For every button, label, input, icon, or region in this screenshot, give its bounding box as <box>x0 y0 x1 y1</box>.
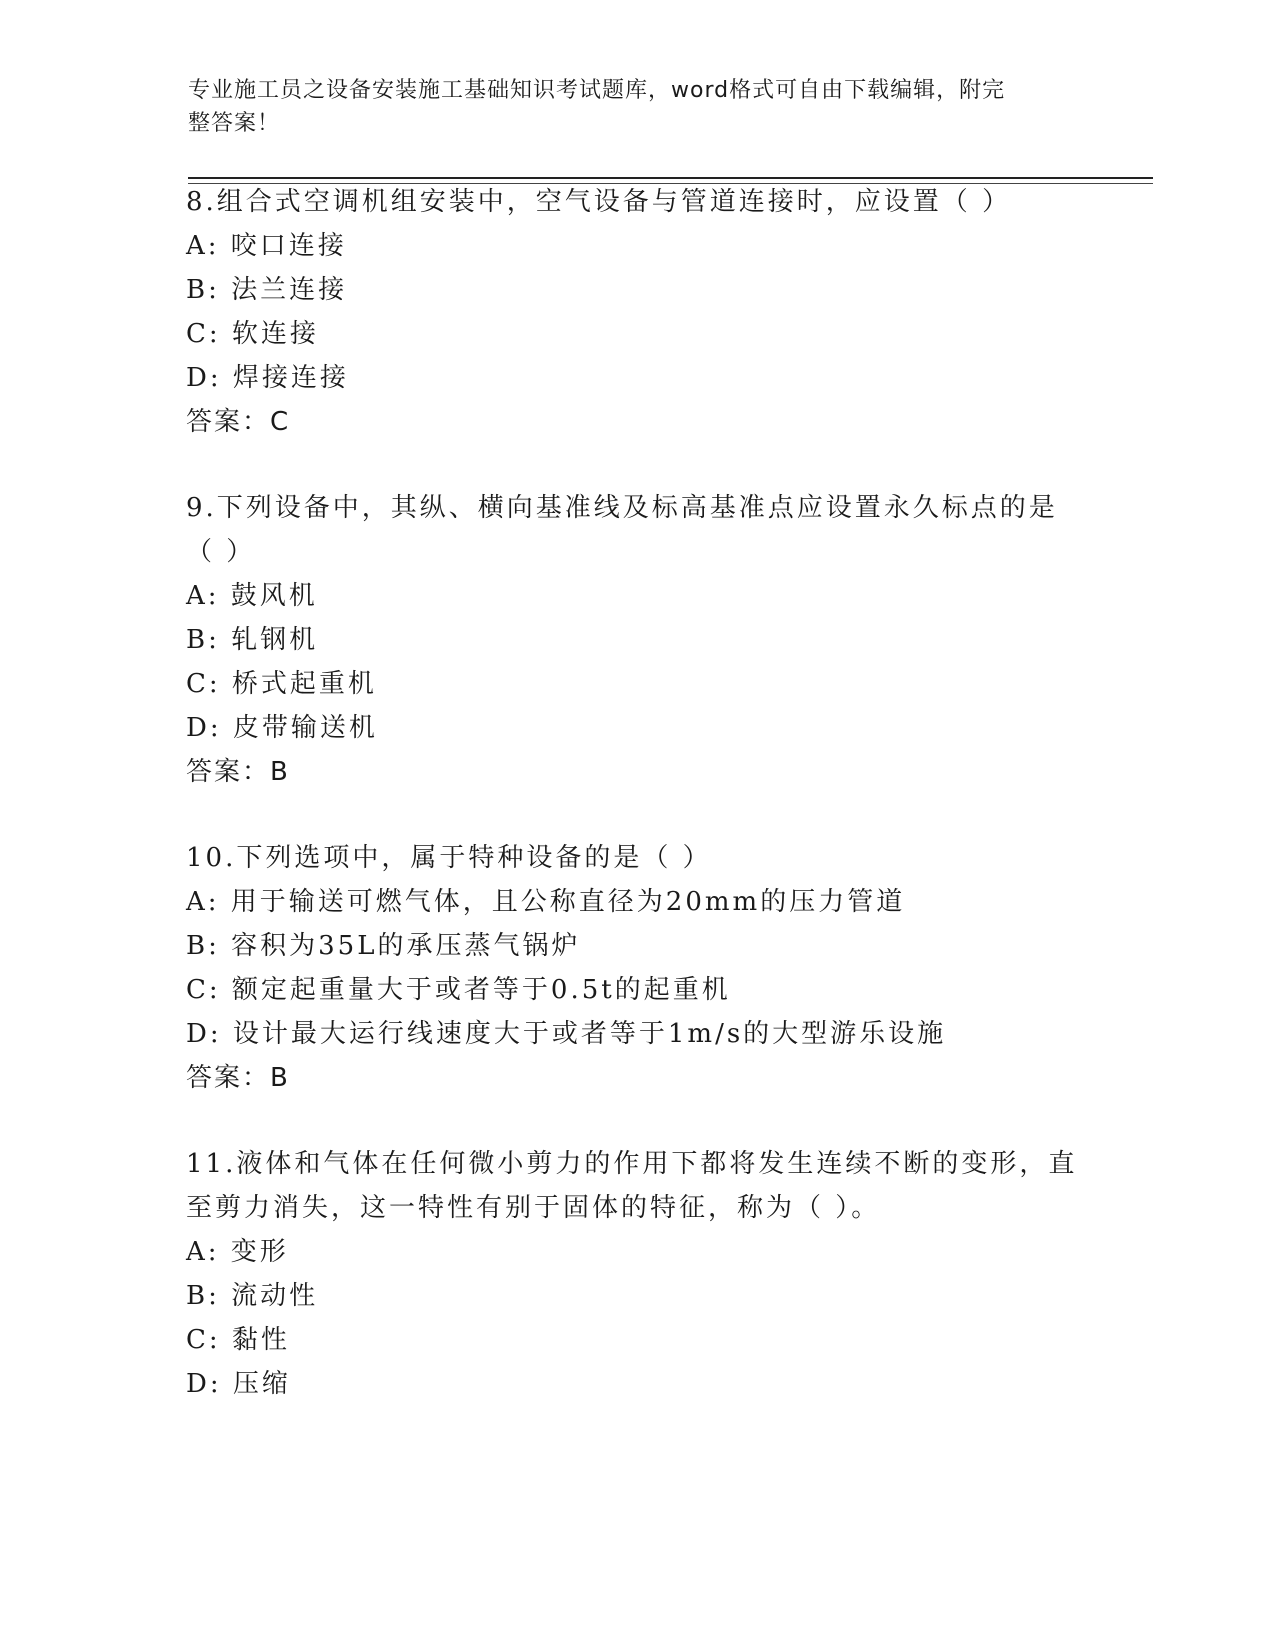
question-10-answer: 答案：B <box>186 1063 290 1093</box>
question-10-option-a: A: 用于输送可燃气体，且公称直径为20mm的压力管道 <box>186 887 906 917</box>
question-11-option-c: C: 黏性 <box>186 1325 290 1355</box>
question-9-option-d: D: 皮带输送机 <box>186 713 378 743</box>
header-divider-thin <box>188 183 1153 184</box>
question-9-option-a: A: 鼓风机 <box>186 581 318 611</box>
question-11-stem-line-2: 至剪力消失，这一特性有别于固体的特征，称为（ ）。 <box>186 1193 881 1223</box>
header-line-1: 专业施工员之设备安装施工基础知识考试题库，word格式可自由下载编辑，附完 <box>188 78 1006 103</box>
question-8-option-a: A: 咬口连接 <box>186 231 347 261</box>
question-8-stem: 8.组合式空调机组安装中，空气设备与管道连接时，应设置（ ） <box>186 187 1012 217</box>
header-line-2: 整答案！ <box>188 111 281 136</box>
question-11-option-b: B: 流动性 <box>186 1281 319 1311</box>
question-11-stem-line-1: 11.液体和气体在任何微小剪力的作用下都将发生连续不断的变形，直 <box>186 1149 1078 1179</box>
question-9-option-b: B: 轧钢机 <box>186 625 319 655</box>
question-10-stem: 10.下列选项中，属于特种设备的是（ ） <box>186 843 712 873</box>
question-11-option-a: A: 变形 <box>186 1237 289 1267</box>
question-9-stem-line-2: （ ） <box>186 537 256 567</box>
question-10-option-c: C: 额定起重量大于或者等于0.5t的起重机 <box>186 975 731 1005</box>
question-10-option-b: B: 容积为35L的承压蒸气锅炉 <box>186 931 581 961</box>
header-divider-thick <box>188 177 1153 179</box>
question-11-option-d: D: 压缩 <box>186 1369 291 1399</box>
question-8-option-c: C: 软连接 <box>186 319 319 349</box>
question-9-stem-line-1: 9.下列设备中，其纵、横向基准线及标高基准点应设置永久标点的是 <box>186 493 1058 523</box>
question-10-option-d: D: 设计最大运行线速度大于或者等于1m/s的大型游乐设施 <box>186 1019 947 1049</box>
question-8-option-b: B: 法兰连接 <box>186 275 348 305</box>
question-8-answer: 答案：C <box>186 407 291 437</box>
question-9-answer: 答案：B <box>186 757 290 787</box>
question-9-option-c: C: 桥式起重机 <box>186 669 377 699</box>
question-8-option-d: D: 焊接连接 <box>186 363 349 393</box>
document-header <box>188 74 1068 140</box>
